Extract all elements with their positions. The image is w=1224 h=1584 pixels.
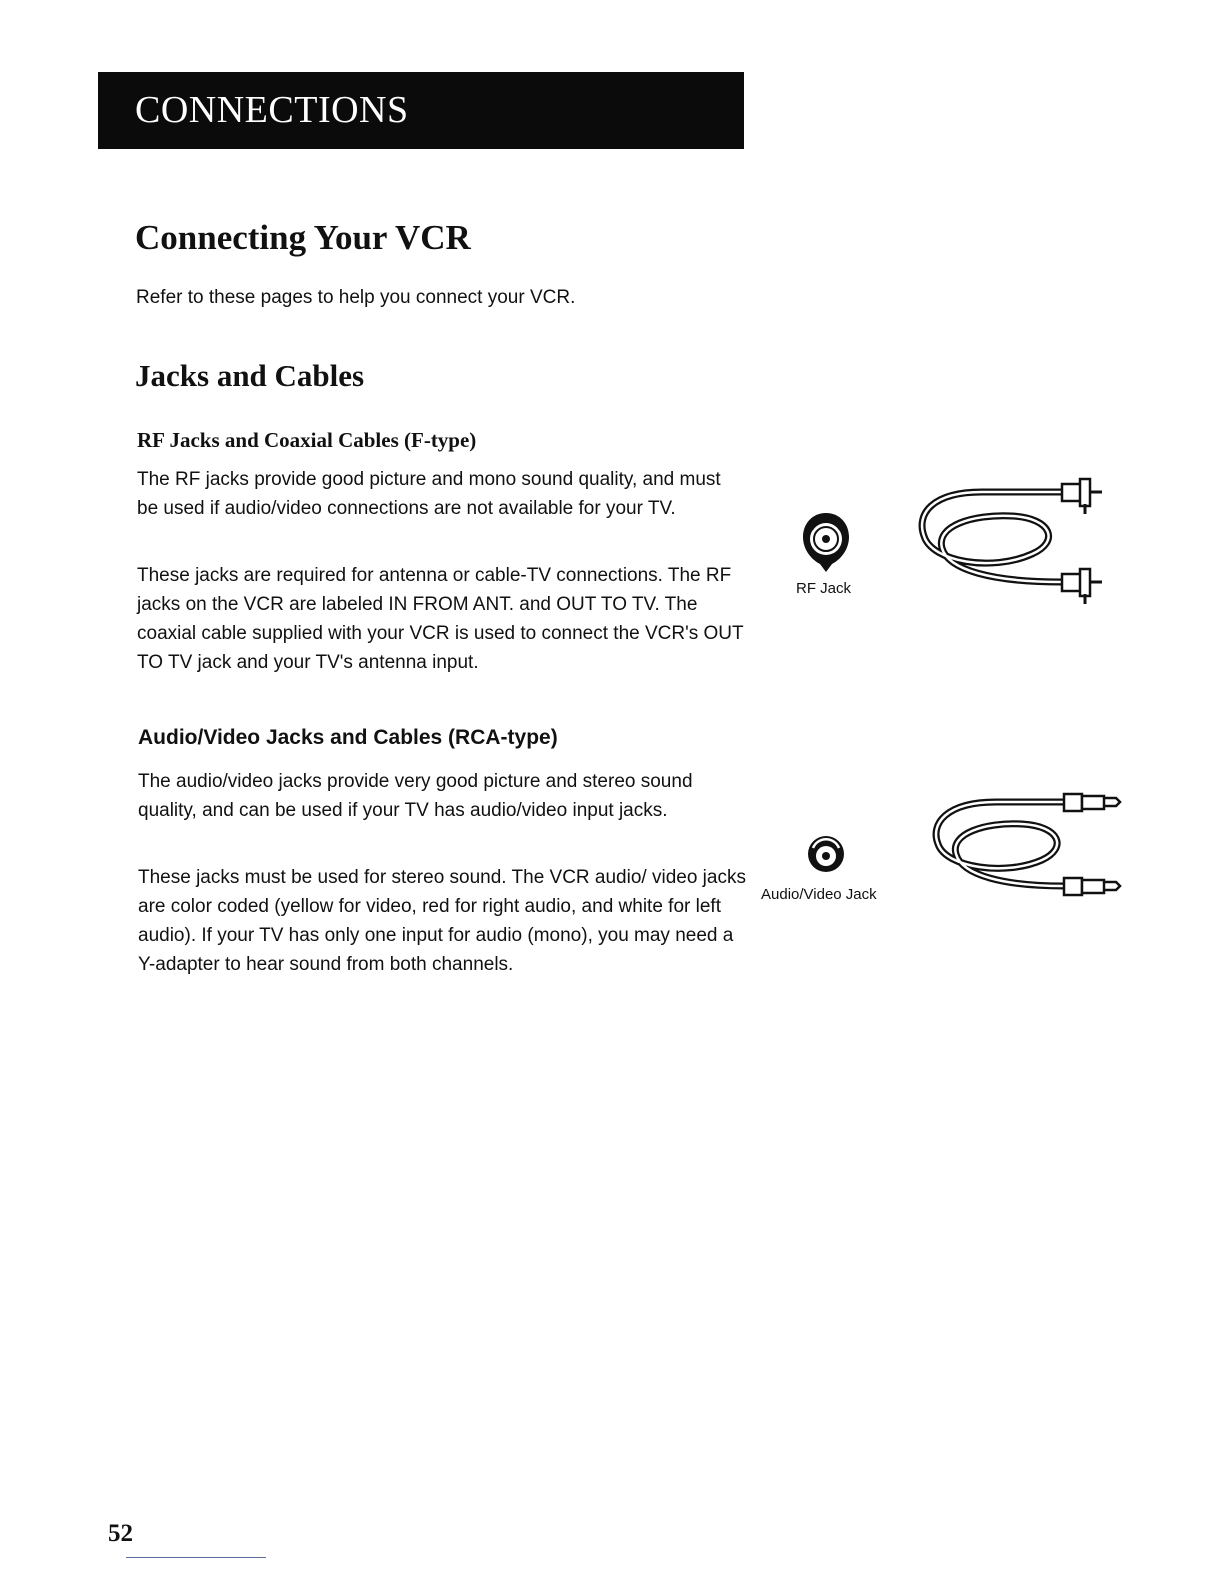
rf-jack-icon bbox=[798, 510, 854, 574]
coaxial-cable-icon bbox=[912, 474, 1112, 608]
intro-text: Refer to these pages to help you connect your VCR. bbox=[136, 287, 576, 308]
section-header-title: CONNECTIONS bbox=[135, 89, 409, 131]
rf-paragraph-1: The RF jacks provide good picture and mono sound quality, and must be used if audio/video connections are not available for your TV. bbox=[137, 469, 721, 519]
av-paragraph-2: These jacks must be used for stereo sound. The VCR audio/ video jacks are color coded (yellow for video, red for right audio, and white for left audio). If your TV has only one input for audio (mono), you may need a Y-adapter to hear sound from both channels. bbox=[138, 867, 746, 975]
rf-paragraph-2: These jacks are required for antenna or cable-TV connections. The RF jacks on the VCR are labeled IN FROM ANT. and OUT TO TV. The coaxial cable supplied with your VCR is used to connect the VCR's OUT TO TV jack and your TV's antenna input. bbox=[137, 565, 744, 673]
page-title: Connecting Your VCR bbox=[135, 218, 471, 257]
rf-subsection-title: RF Jacks and Coaxial Cables (F-type) bbox=[137, 428, 477, 452]
page-number: 52 bbox=[108, 1520, 133, 1547]
audio-video-jack-icon bbox=[804, 832, 848, 876]
section-title: Jacks and Cables bbox=[135, 358, 365, 393]
av-jack-caption: Audio/Video Jack bbox=[761, 886, 877, 903]
rf-jack-caption: RF Jack bbox=[796, 580, 852, 597]
rca-cable-icon bbox=[926, 784, 1126, 910]
footer-divider bbox=[126, 1557, 266, 1558]
av-subsection-title: Audio/Video Jacks and Cables (RCA-type) bbox=[138, 726, 558, 749]
av-paragraph-1: The audio/video jacks provide very good picture and stereo sound quality, and can be used if your TV has audio/video input jacks. bbox=[138, 771, 693, 821]
section-header-bar bbox=[98, 72, 744, 149]
